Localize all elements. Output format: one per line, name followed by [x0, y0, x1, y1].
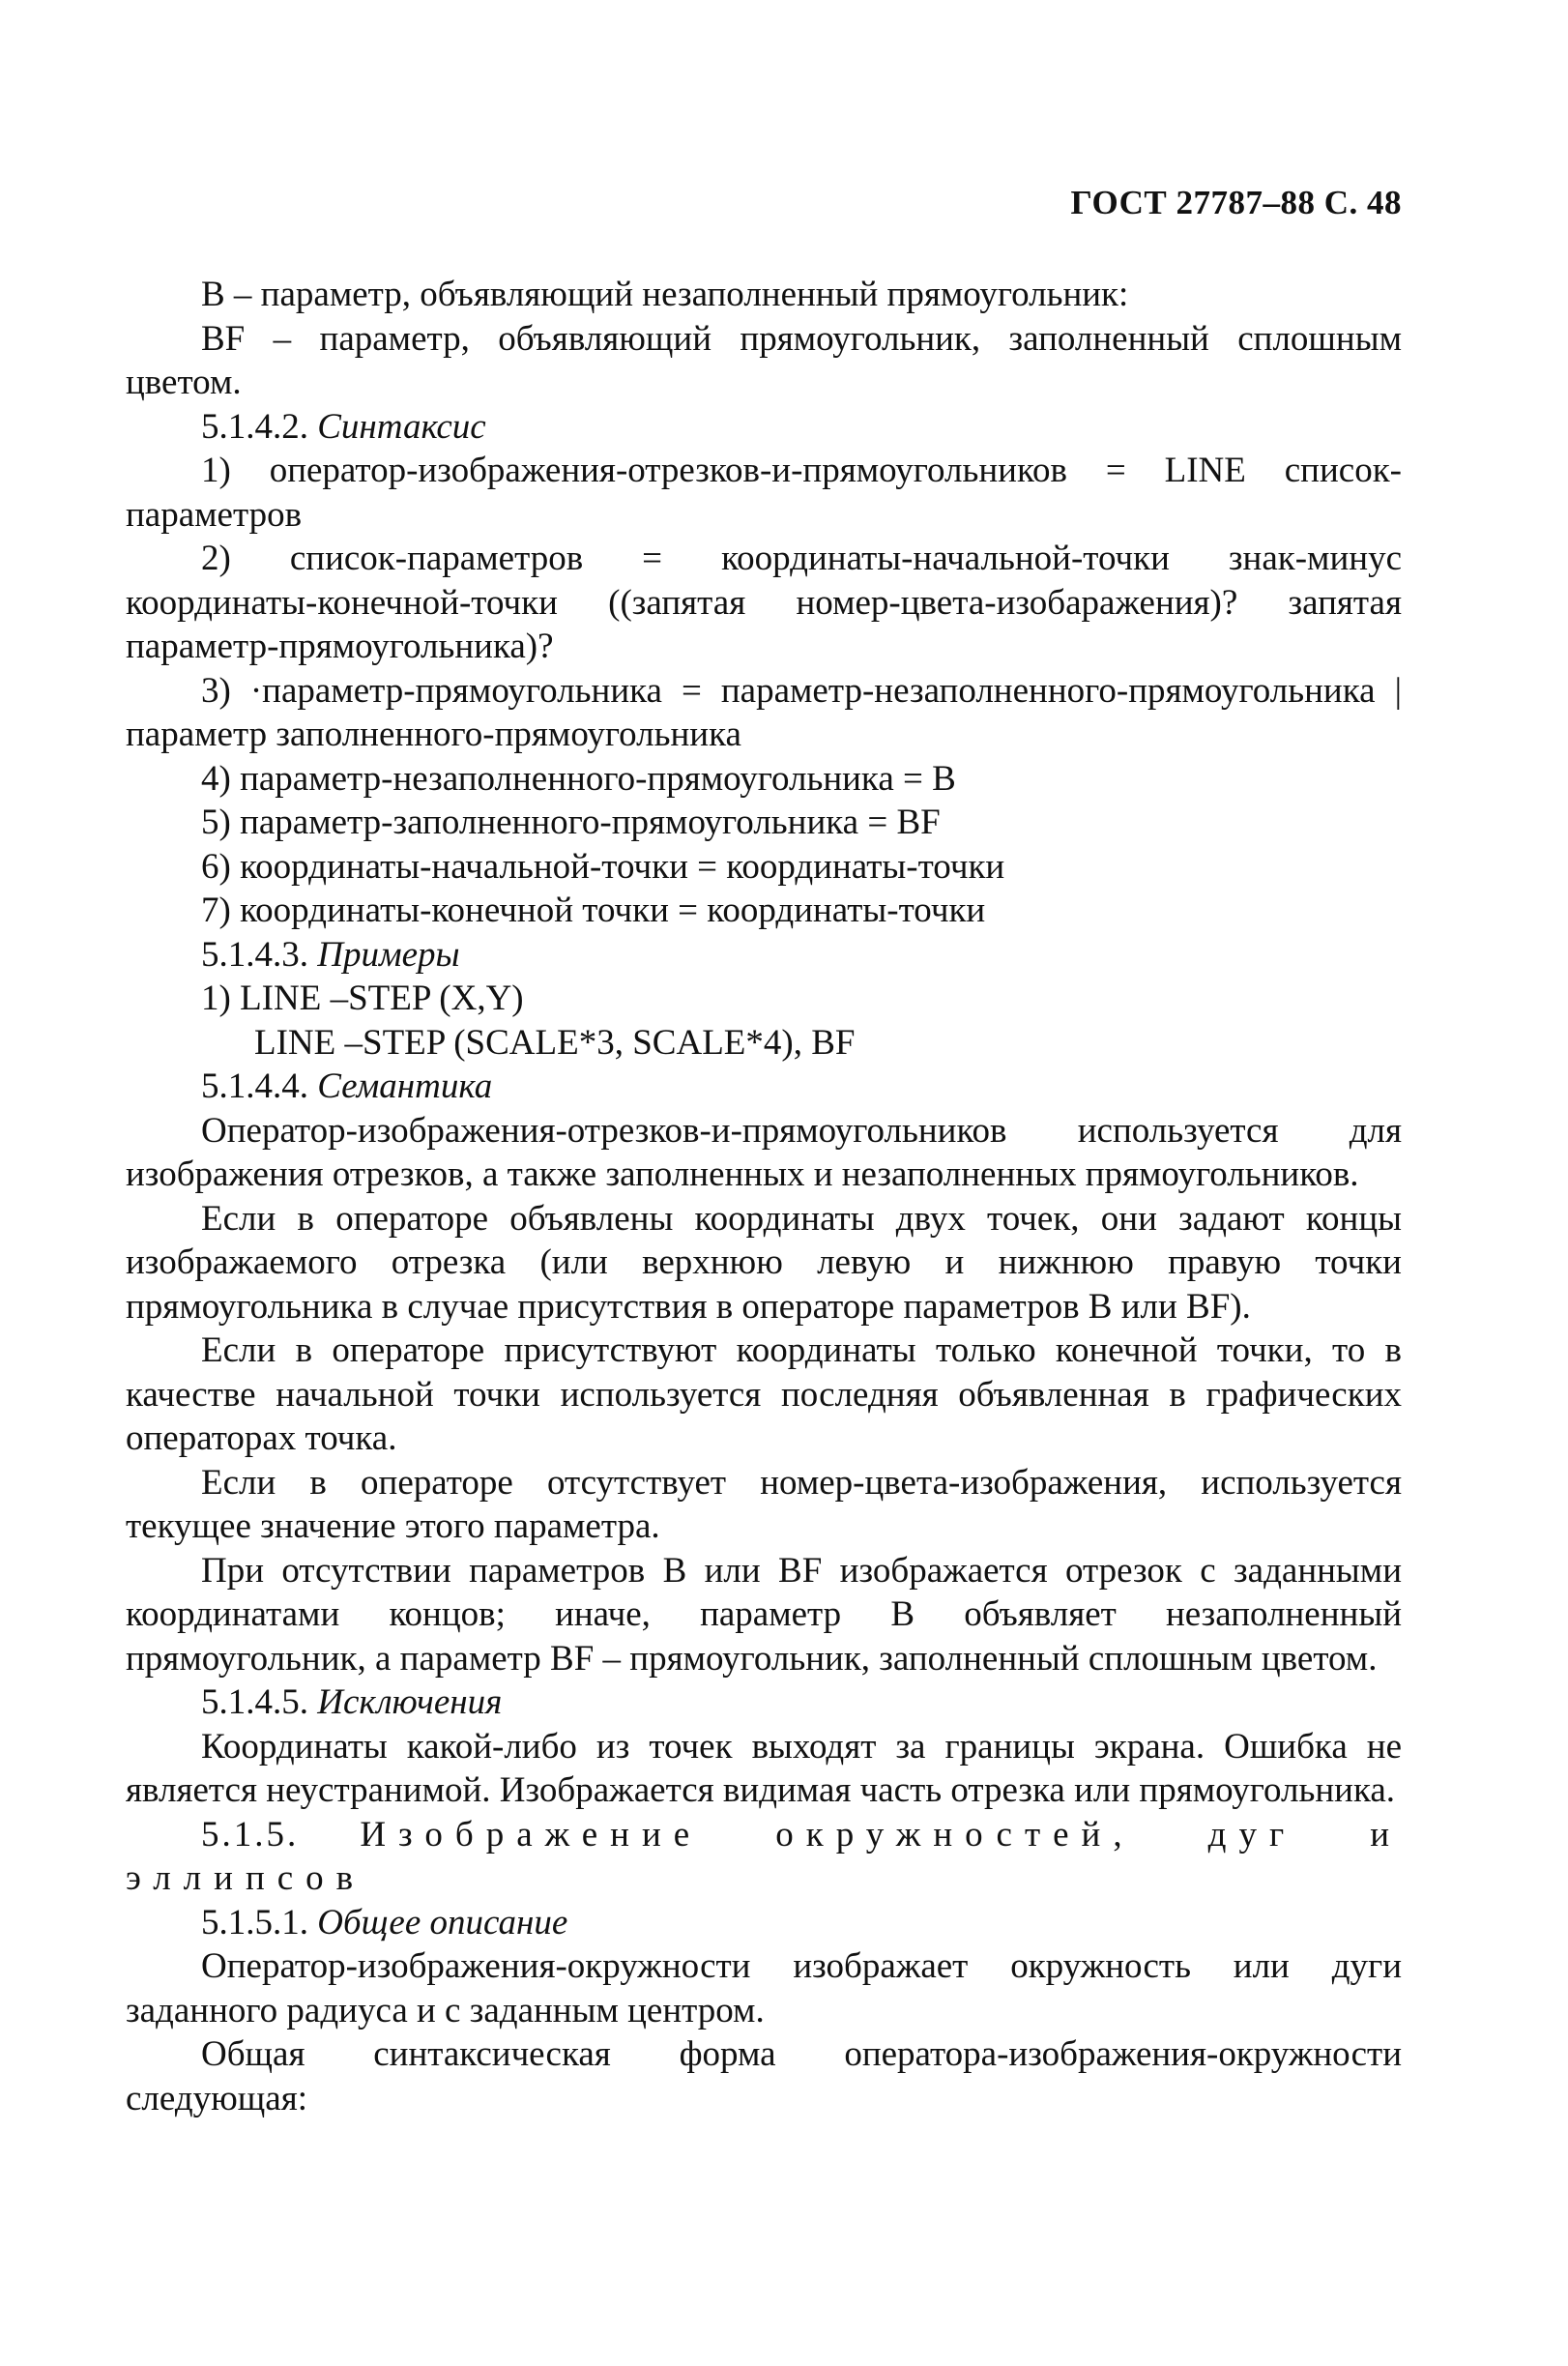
paragraph-text: Если в операторе присутствуют координаты только конечной точки, то в качестве начальной точки используется последняя объявленная в графических операторах точка. — [126, 1330, 1402, 1458]
paragraph-text: 2) список-параметров = координаты-начальной-точки знак-минус координаты-конечной-точки ((запятая номер-цвета-изобаражения)? запятая параметр-прямоугольника)? — [126, 539, 1402, 666]
paragraph — [126, 1329, 1402, 1461]
document-body — [126, 273, 1402, 2120]
paragraph-text: 6) координаты-начальной-точки = координаты-точки — [201, 846, 1005, 887]
section-number: 5.1.5.1. — [201, 1902, 308, 1942]
paragraph-text: 4) параметр-незаполненного-прямоугольника = B — [201, 758, 956, 799]
paragraph-text: Если в операторе отсутствует номер-цвета-изображения, используется текущее значение этого параметра. — [126, 1462, 1402, 1546]
syntax-rule — [126, 801, 1402, 845]
page-header: ГОСТ 27787–88 С. 48 — [1070, 184, 1402, 221]
paragraph-text: При отсутствии параметров В или BF изображается отрезок с заданными координатами концов; иначе, параметр В объявляет незаполненный прямоугольник, а параметр BF – прямоугольник, заполненный сплошным цветом. — [126, 1550, 1402, 1679]
section-title: Семантика — [317, 1066, 493, 1106]
paragraph-text: Координаты какой-либо из точек выходят за границы экрана. Ошибка не является неустранимой. Изображается видимая часть отрезка или прямоугольника. — [126, 1726, 1402, 1810]
section-heading — [126, 405, 1402, 450]
paragraph — [126, 1725, 1402, 1813]
paragraph-text: Оператор-изображения-окружности изображает окружность или дуги заданного радиуса и с заданным центром. — [126, 1946, 1402, 2030]
section-title: Изображение окружностей, дуг и эллипсов — [126, 1814, 1403, 1898]
paragraph — [126, 1549, 1402, 1681]
paragraph-text: 1) оператор-изображения-отрезков-и-прямоугольников = LINE список-параметров — [126, 451, 1402, 535]
example-code: LINE –STEP (SCALE*3, SCALE*4), BF — [254, 1022, 856, 1063]
document-page — [126, 184, 1402, 2330]
paragraph — [126, 1944, 1402, 2032]
example-code: 1) LINE –STEP (X,Y) — [201, 979, 524, 1018]
paragraph-text: 5) параметр-заполненного-прямоугольника = BF — [201, 803, 941, 842]
paragraph-text: BF – параметр, объявляющий прямоугольник, заполненный сплошным цветом. — [126, 318, 1402, 402]
paragraph — [126, 2032, 1402, 2120]
section-title: Общее описание — [317, 1902, 568, 1942]
section-number: 5.1.5. — [201, 1814, 300, 1855]
syntax-rule — [126, 889, 1402, 933]
example-line — [126, 977, 1402, 1021]
paragraph — [126, 273, 1402, 317]
section-title: Синтаксис — [317, 406, 486, 447]
syntax-rule — [126, 757, 1402, 802]
paragraph-text: В – параметр, объявляющий незаполненный прямоугольник: — [201, 275, 1129, 314]
paragraph-text: Если в операторе объявлены координаты двух точек, они задают концы изображаемого отрезка (или верхнюю левую и нижнюю правую точки прямоугольника в случае присутствия в операторе параметров В или BF). — [126, 1198, 1402, 1327]
section-title: Исключения — [317, 1682, 503, 1722]
syntax-rule — [126, 845, 1402, 890]
paragraph-text: 3) ·параметр-прямоугольника = параметр-незаполненного-прямоугольника | параметр заполненного-прямоугольника — [126, 670, 1402, 754]
section-heading — [126, 1901, 1402, 1945]
paragraph — [126, 1197, 1402, 1329]
section-heading — [126, 1065, 1402, 1109]
paragraph-text: Общая синтаксическая форма оператора-изображения-окружности следующая: — [126, 2034, 1402, 2118]
paragraph — [126, 1109, 1402, 1197]
section-number: 5.1.4.5. — [201, 1682, 308, 1722]
section-number: 5.1.4.4. — [201, 1066, 308, 1106]
paragraph-text: Оператор-изображения-отрезков-и-прямоугольников используется для изображения отрезков, а также заполненных и незаполненных прямоугольников. — [126, 1110, 1402, 1194]
syntax-rule — [126, 449, 1402, 537]
section-heading — [126, 933, 1402, 978]
syntax-rule — [126, 537, 1402, 669]
syntax-rule — [126, 669, 1402, 757]
section-number: 5.1.4.2. — [201, 406, 308, 447]
example-line — [126, 1021, 1402, 1066]
section-title: Примеры — [317, 934, 460, 975]
section-heading — [126, 1813, 1402, 1901]
paragraph-text: 7) координаты-конечной точки = координаты-точки — [201, 891, 986, 930]
paragraph — [126, 1461, 1402, 1549]
paragraph — [126, 317, 1402, 405]
section-heading — [126, 1680, 1402, 1725]
section-number: 5.1.4.3. — [201, 934, 308, 975]
